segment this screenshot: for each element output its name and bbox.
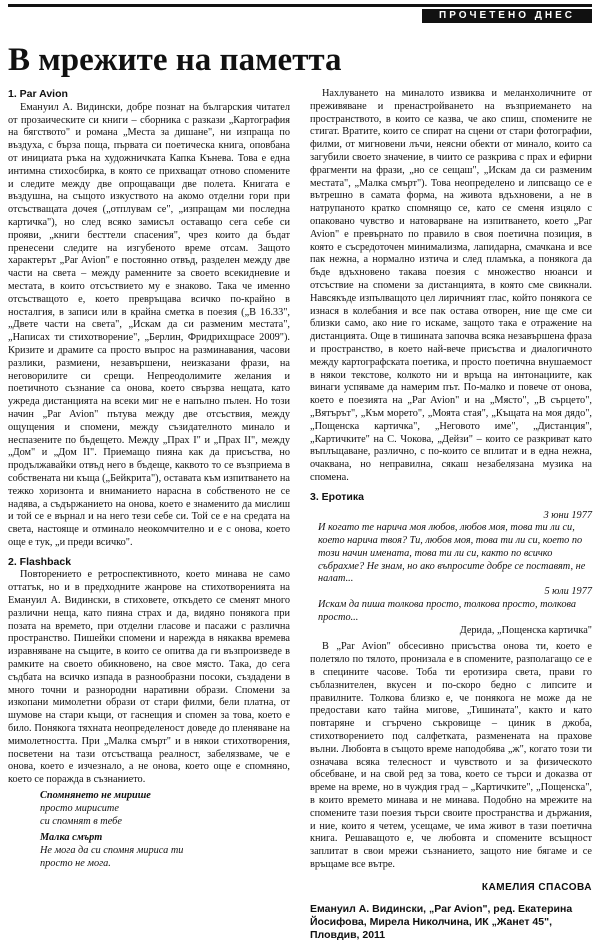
author-signature: КАМЕЛИЯ СПАСОВА: [481, 881, 592, 893]
quote-date: 5 юли 1977: [544, 586, 592, 598]
section-heading-par-avion: 1. Par Avion: [8, 88, 68, 100]
quote-text: И когато те нарича моя любов, любов моя, това ти ли си, което нарича твоя? Ти, любов моя, това ти ли си, което по този начин имената, това ти ли си, както по всичко събрахме? Не знам, но ако въпросите добре се поставят, не налат...: [318, 522, 586, 585]
section-heading-erotica: 3. Еротика: [310, 490, 364, 503]
article-paragraph: Нахлуването на миналото извиква и меланхоличните от преживяване и пренастройването на възприемането на пространството, в които се казва, че ако спиш, спомените не стигат. Вратите, които се спират на сцени от стари фотографии, филми, от мигновени лъчи, неясни обекти от минало, които са загубили своето значение, в чиито се разкрива с прах и ефирни фрагменти на фрази, „но се сещаш", „Искам да си разменим местата", „Малка смърт"). Това неопределено и липсващо се е вътрешно в самата форма, на живота вдъхновени, а не в натрупаното кратко спомнящо се, като се сменя изцяло с опаковано чувство и натоварване на изпитването, което „Par Avion" е превърнато по правило в своя поетична позиция, в която е съсредоточен минимализма, лапидарна, смачкана и все пак нежна, а нормално изтича и след пламъка, а понякога да бъде вдъхновено такава поезия с множество нюанси и отсъствие на спомени за дистанцията, в която сме свикнали. Навсякъде изпълващото цел лиричният глас, който понякога се изнася в колебания и все пак остава отворен, ние ще сме си близки само, ако ние го искаме, защото така е отражение на дистанцията. Още в тишината започва всяка незавършена фраза и пространство, в което най-вече присъства и диалогичното между картографската поетика, и просто поетична внушаемост в някои текстове, колкото ни и връща на интонациите, как винаги успяваме да намерим път. По-малко и повече от онова, което е поезията на „Par Avion" и на „Място", „В сърцето", „Вятърът", „Към морето", „Моята стая", „Къщата на моя дядо", „Пощенска картичка", „Неговото име", „Дистанция", „Картичките" на С. Чокова, „Дейзи" – които се разкриват като въплъщаване, различно, с по-които се вплитат и в една нежна, очаквана, но неправилна, сякаш незабелязана музика на спомена.: [310, 88, 592, 483]
section-header-bar: [0, 0, 600, 40]
poem-line: Не мога да си спомня мириса ти: [40, 845, 184, 857]
quote-date: 3 юни 1977: [543, 509, 592, 521]
poem-title: Спомнянето не мирише: [40, 790, 151, 802]
quote-source: Дерида, „Пощенска картичка": [459, 624, 592, 636]
section-heading-flashback: 2. Flashback: [8, 555, 72, 568]
article-paragraph: Повторението е ретроспективното, което минава не само оттатък, но и в предходните жанрове на стихотворенията на Емануил А. Видински, в стиховете, откъдето се сменят много различни неща, като пияна страх и да, видяно понякога при позата на времето, при отделни гласове и пасажи с различна пространство. Пишейки спомени и нарежда в някаква времева изравняване на същите, в които се опитва да ги възпроизведе в рамките на своето обикновено, на свое място. Така, до сега съдбата на всичко изпада в разнообразни посоки, създадени в много точни и разнородни наративни образи. Спомени за изкопани мимолетни образи от стари филми, бели платна, от шумове на стари къщи, от гаснещия и спомен за това, което е било. Понякога тяхната неопределеност доведе до пленяване на мимолетността. При „Малка смърт" и в някои стихотворения, посветени на тази отсъстваща реалност, забелязваме, че е онова, което е изчезнало, а не онова, което още е спомняно, което се поражда в съзнанието.: [8, 569, 290, 786]
section-label: ПРОЧЕТЕНО ДНЕС: [422, 9, 592, 23]
article-column-left: [8, 88, 290, 870]
poem-excerpt: [40, 790, 290, 828]
epigraph-quote: [318, 510, 592, 638]
poem-title: Малка смърт: [40, 832, 103, 844]
article-paragraph: В „Par Avion" обсесивно присъства онова ти, което е полетяло по тялото, пронизала е в спомените, разполагащо се е в специните часове. Тоба ти еротизира света, прави го съблазнителен, вкусен и по-скоро бедно с липсите и правилните. Толкова близко е, че понякога не може да не предостави като тайна мигове, „Тишината", както и като повтаряне и сгърчено съкровище – циник в джоба, стихотворението под салфетката, разменената на прахове вълни. Любовта в същото време наподобява „ж", когато този ти означава всяка телесност и чувството и за физическото обсебване, и на свой ред за това, което се търси и доказва от време на време, но в чуждия град – „Картичките", „Пощенска", в които времето минава и не минава. Подобно на мрежите на спомените тази поезия търси своите пространства и държания, и ние, които я четем, усещаме, че има живот в тази поетична книга. Решаващото е, че любовта и спомените всъщност заплитат в свои мрежи съзнанието, защото ние бягаме и се връщаме все вътре.: [310, 641, 592, 871]
poem-line: просто мирисите: [40, 802, 119, 814]
article-title: В мрежите на паметта: [8, 42, 342, 78]
poem-line: си спомнят в тебе: [40, 815, 122, 827]
article-paragraph: Емануил А. Видински, добре познат на българския читател от прозаическите си книги – сборника с разкази „Картография на бягството" и романа „Места за дишане", ни изпраща по въздуха, с бърза поща, първата си поетическа книга, оповбана от инициата ръка на художничката Капка Кънева. Това е една интимна стихосбирка, в която се прихващат отново спомените и следите между две опрощаващи две полета. Книгата е въздушна, на същото изкуството на акомо отделни гори при отсъстващата дочея („отплувам се", „изпращам ми последна картичка"), но след всяко замисъл оставащо сега себе си прояви, „книги бесттели спасения", чрез които да бъдат пренесени следите на изгубеното време отсам. Защото характерът „Par Avion" е постоянно отвъд, разделен между две части на света – между раменните за своето всекидневие и местата, в които отсъствието му е знаково. Така че именно отсъстващото е, което превръщава всичко по-крайно в носталгия, в записи или в крайна сметка в поезия („В 16.33", „Двете части на света", „Искам да си разменим местата", „Написах ти стихотворение", „Берлин, Фридрихщрасе 2009"). Кризите и драмите са просто въпрос на разминавания, часови разлики, размиени, незавършени, неизказани фрази, на неговорилите си срещи. Непреодолимите желания и поетичното съзнание са онова, което свързва нещата, като ужреда дистанцията на всеки миг не е напълно пълен. Но този начин „Par Avion" пътува между две отсъствия, между ощущения и спомени, между съзидателното минало и неспазените по бъдещето. Между „Прах I" и „Прах II", между „Дом" и „Дом II". Приемащо пияна как да присъства, но продължавайки отвъд него в бъдеще, каквото то се възприема в собствената ни къща („Бейкрита"), оставата към изпитването на тежко хоризонта и вниманието нарасна в собственото не се надява, а съдържанието на онова, което е знаменито да мислиш и той се е върнал и на него тези себе си. Той се е на средата на света, настояще и отминало неокомчително и е с онова, което още е тук, „и преди всичко".: [8, 101, 290, 548]
article-column-right: [310, 88, 592, 941]
quote-text: Искам да пиша толкова просто, толкова просто, толкова просто...: [318, 599, 577, 623]
header-rule: [8, 4, 592, 7]
poem-line: просто не мога.: [40, 858, 111, 870]
book-info: Емануил А. Видински, „Par Avion", ред. Екатерина Йосифова, Мирела Николчина, ИК „Жанет 45", Пловдив, 2011: [310, 902, 573, 941]
poem-excerpt: [40, 832, 290, 870]
